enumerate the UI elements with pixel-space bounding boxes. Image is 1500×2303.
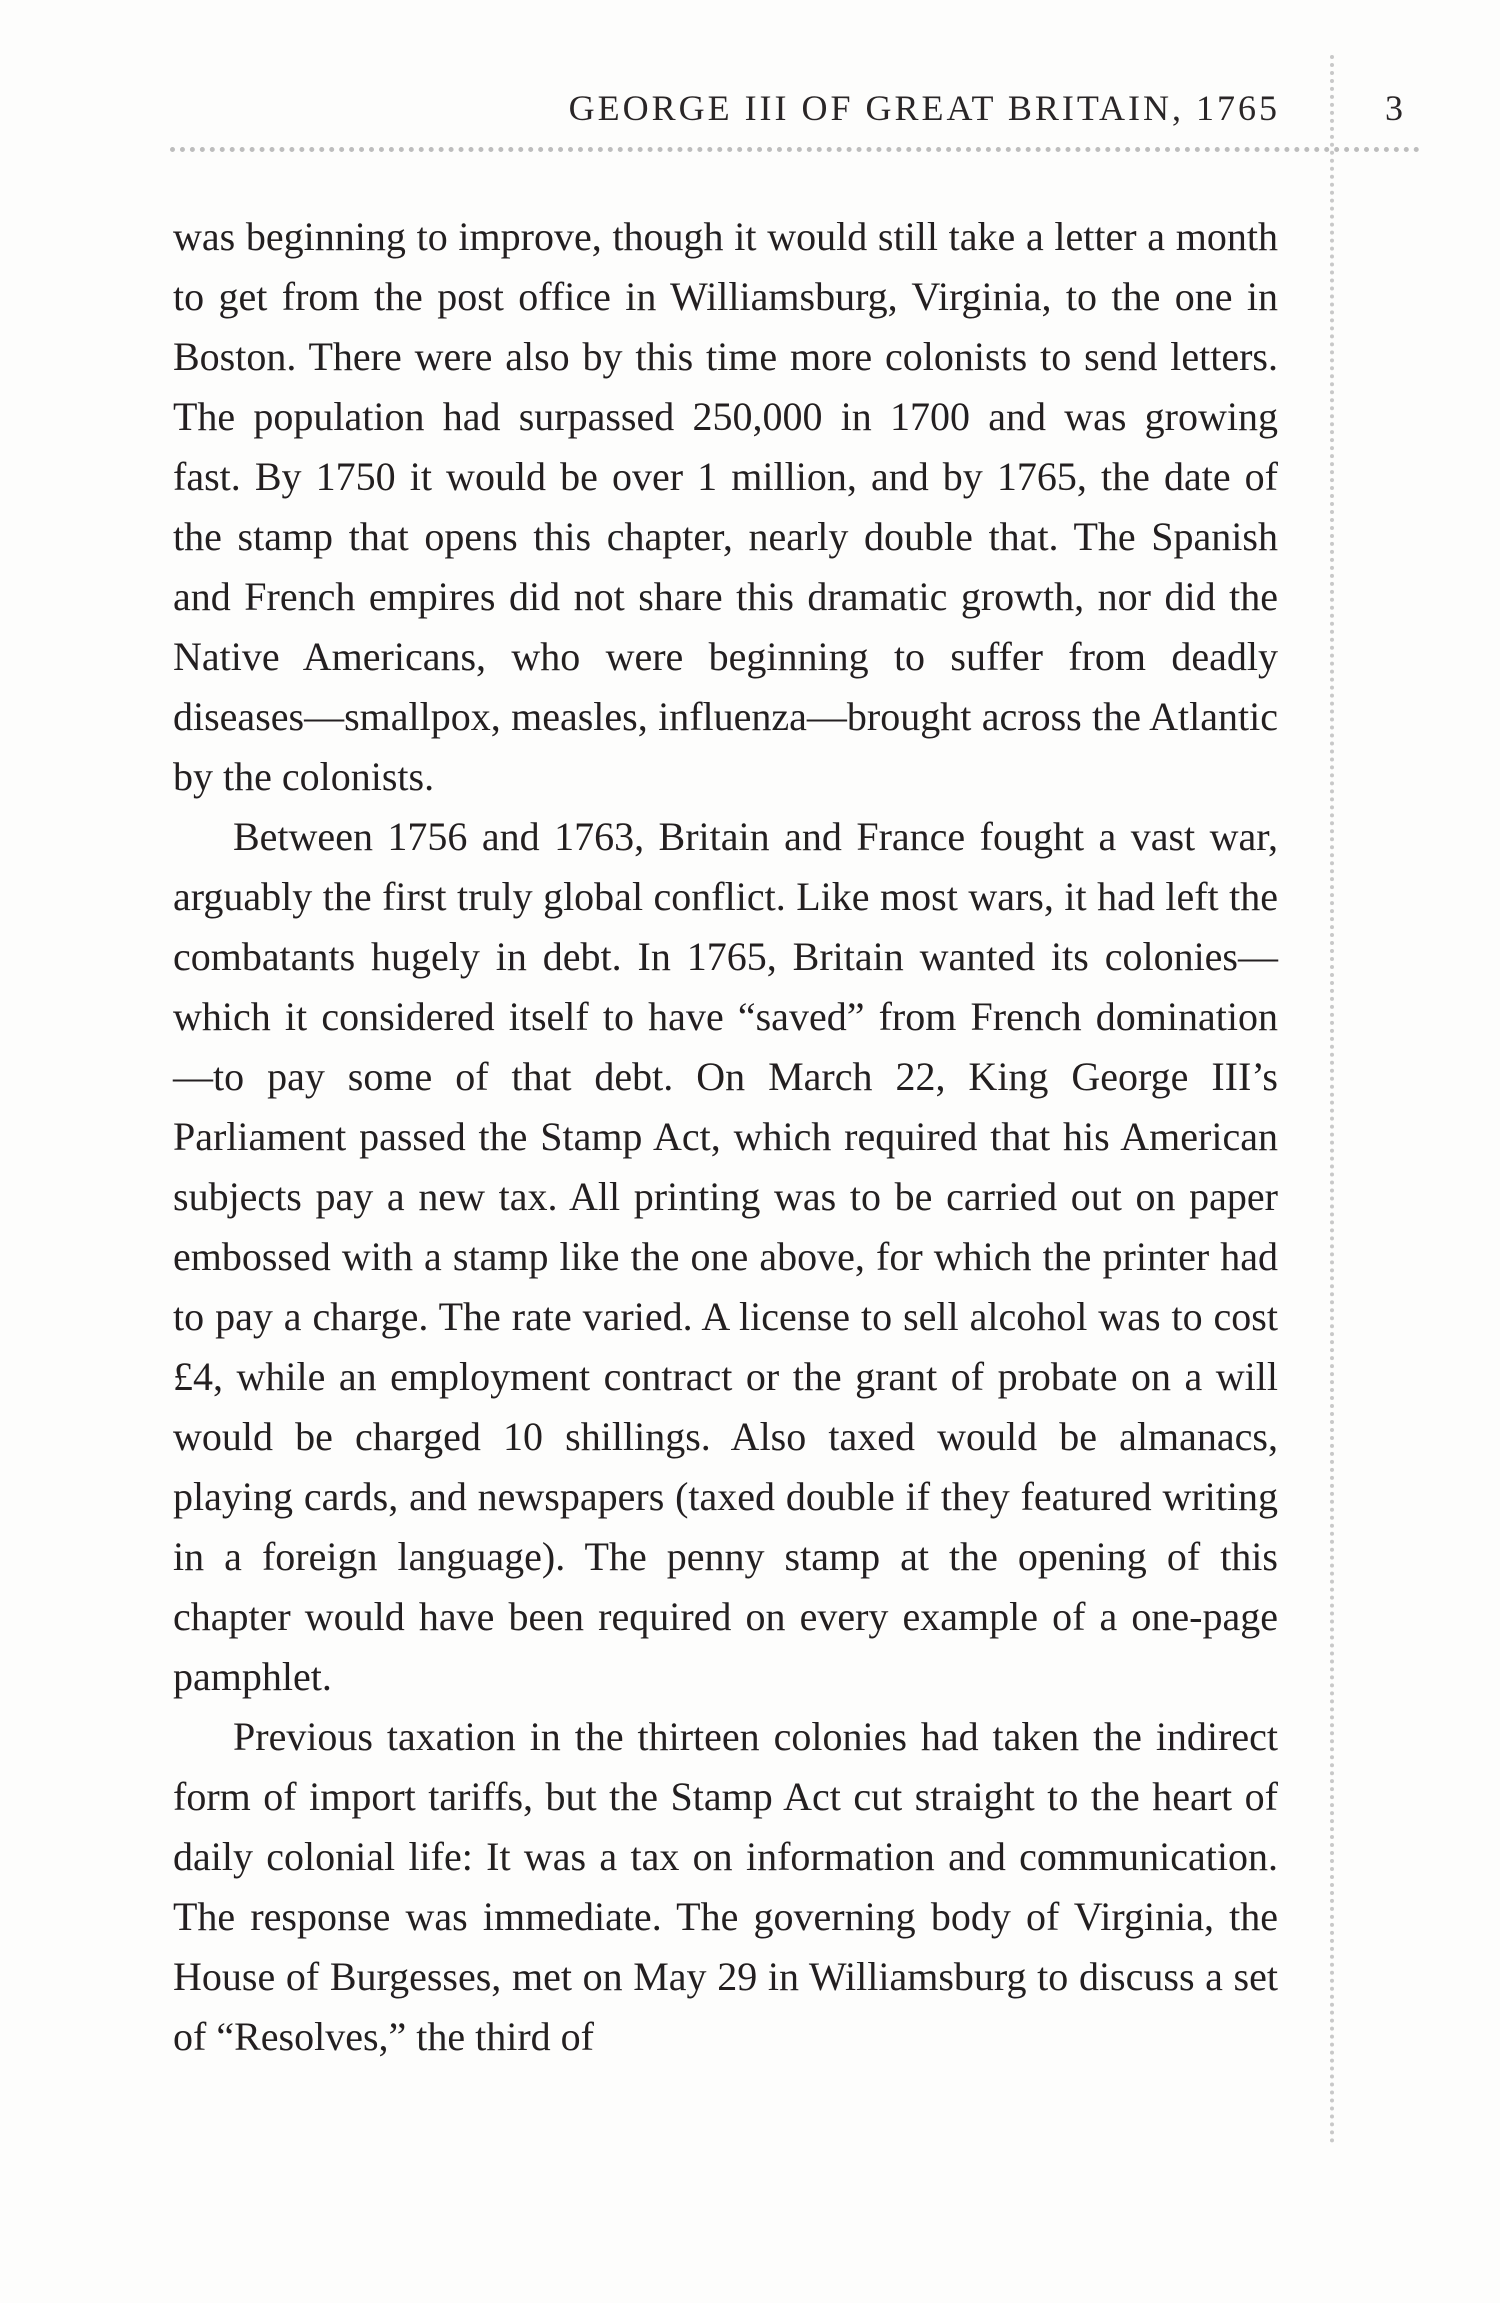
body-text (173, 207, 1278, 2067)
header-dotted-rule (170, 147, 1420, 152)
page-number: 3 (1385, 88, 1403, 128)
running-head-title: GEORGE III OF GREAT BRITAIN, 1765 (568, 88, 1280, 128)
margin-dotted-rule (1330, 55, 1334, 2145)
paragraph-continued: was beginning to improve, though it would still take a letter a month to get from the post office in Williamsburg, Virginia, to the one in Boston. There were also by this time more colonists to send letters. The population had surpassed 250,000 in 1700 and was growing fast. By 1750 it would be over 1 million, and by 1765, the date of the stamp that opens this chapter, nearly double that. The Spanish and French empires did not share this dramatic growth, nor did the Native Americans, who were beginning to suffer from deadly diseases—smallpox, measles, influenza—brought across the Atlantic by the colonists. (173, 214, 1278, 799)
paragraph-response: Previous taxation in the thirteen colonies had taken the indirect form of import tariffs, but the Stamp Act cut straight to the heart of daily colonial life: It was a tax on information and communication. The response was immediate. The governing body of Virginia, the House of Burgesses, met on May 29 in Williamsburg to discuss a set of “Resolves,” the third of (173, 1714, 1278, 2059)
paragraph-stamp-act: Between 1756 and 1763, Britain and France fought a vast war, arguably the first truly global conflict. Like most wars, it had left the combatants hugely in debt. In 1765, Britain wanted its colonies—which it considered itself to have “saved” from French domination—to pay some of that debt. On March 22, King George III’s Parliament passed the Stamp Act, which required that his American subjects pay a new tax. All printing was to be carried out on paper embossed with a stamp like the one above, for which the printer had to pay a charge. The rate varied. A license to sell alcohol was to cost £4, while an employment contract or the grant of probate on a will would be charged 10 shillings. Also taxed would be almanacs, playing cards, and newspapers (taxed double if they featured writing in a foreign language). The penny stamp at the opening of this chapter would have been required on every example of a one-page pamphlet. (173, 814, 1278, 1699)
